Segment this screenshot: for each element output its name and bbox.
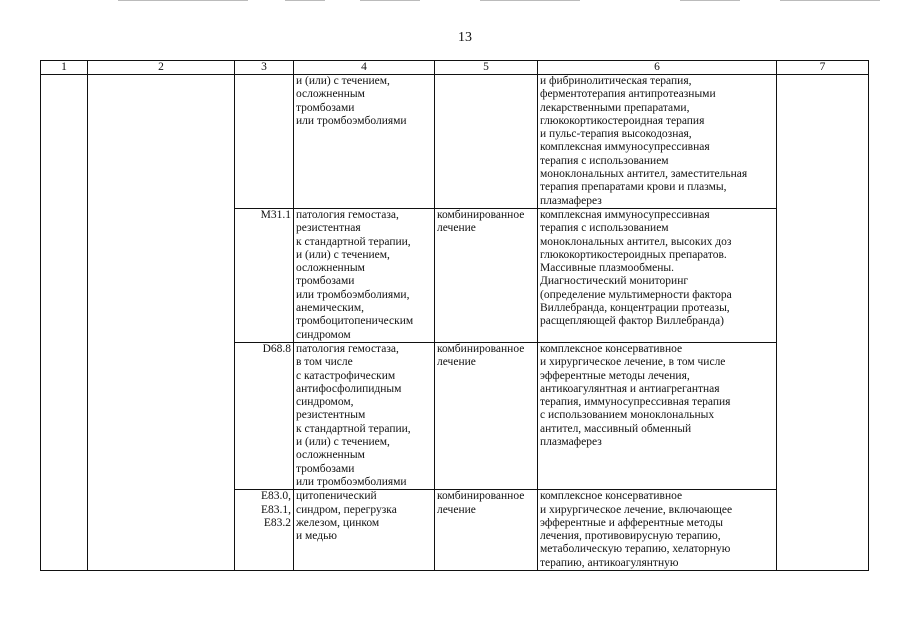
treatment-method-text: комплексное консервативное и хирургическое лечение, включающее эфферентные и афферентные методы лечения, противовирусную терапию, метаболическую терапию, хелаторную терапию, антикоагулянтную <box>540 490 733 569</box>
top-scan-mark <box>118 0 248 1</box>
condition-cell <box>294 75 435 209</box>
treatment-method-text: и фибринолитическая терапия, ферментотерапия антипротеазными лекарственными препаратами, глюкокортикостероидная терапия и пульс-терапия высокодозная, комплексная иммуносупрессивная терапия с использованием моноклональных антител, заместительная терапия препаратами крови и плазмы, плазмаферез <box>540 75 748 207</box>
care-type-cell <box>88 75 235 571</box>
treatment-method-text: комплексная иммуносупрессивная терапия с использованием моноклональных антител, высоких доз глюкокортикостероидных препаратов. Массивные плазмообмены. Диагностический мониторинг (определение мультимерности фактора Виллебранда, концентрации протеазы, расщепляющей фактор Виллебранда) <box>540 208 732 328</box>
column-header: 5 <box>435 61 538 75</box>
condition-cell <box>294 208 435 342</box>
column-header: 2 <box>88 61 235 75</box>
column-header: 3 <box>235 61 294 75</box>
treatment-method-cell <box>538 490 777 571</box>
column-header: 1 <box>41 61 88 75</box>
top-scan-mark <box>480 0 580 1</box>
treatment-type-cell <box>435 75 538 209</box>
condition-text: и (или) с течением, осложненным тромбозами или тромбоэмболиями <box>296 75 407 127</box>
icd-code-cell <box>235 490 294 571</box>
treatment-type-text: комбинированное лечение <box>437 208 525 235</box>
treatment-type-text: комбинированное лечение <box>437 342 525 369</box>
icd-code-cell <box>235 75 294 209</box>
top-scan-mark <box>285 0 325 1</box>
row-number-cell <box>41 75 88 571</box>
condition-cell <box>294 342 435 489</box>
cost-cell <box>777 75 869 571</box>
column-header: 4 <box>294 61 435 75</box>
treatment-method-cell <box>538 75 777 209</box>
table-row <box>41 75 869 209</box>
top-scan-mark <box>780 0 880 1</box>
treatment-method-cell <box>538 342 777 489</box>
treatment-type-cell <box>435 490 538 571</box>
icd-code-cell <box>235 208 294 342</box>
condition-text: патология гемостаза, в том числе с катастрофическим антифосфолипидным синдромом, резистентным к стандартной терапии, и (или) с течением, осложненным тромбозами или тромбоэмболиями <box>296 342 411 488</box>
medical-care-table <box>40 60 869 571</box>
column-header: 7 <box>777 61 869 75</box>
icd-code: M31.1 <box>260 208 291 221</box>
icd-code-cell <box>235 342 294 489</box>
treatment-method-text: комплексное консервативное и хирургическое лечение, в том числе эфферентные методы лечения, антикоагулянтная и антиагрегантная терапия, иммуносупрессивная терапия с использованием моноклональных антител, массивный обменный плазмаферез <box>540 342 731 449</box>
condition-cell <box>294 490 435 571</box>
page-number: 13 <box>458 30 472 45</box>
treatment-type-text: комбинированное лечение <box>437 490 525 516</box>
icd-code: D68.8 <box>262 342 291 355</box>
top-scan-mark <box>360 0 420 1</box>
top-scan-mark <box>680 0 740 1</box>
treatment-type-cell <box>435 208 538 342</box>
treatment-method-cell <box>538 208 777 342</box>
column-header: 6 <box>538 61 777 75</box>
column-number-row <box>41 61 869 75</box>
treatment-type-cell <box>435 342 538 489</box>
condition-text: цитопенический синдром, перегрузка железом, цинком и медью <box>296 490 397 543</box>
condition-text: патология гемостаза, резистентная к стандартной терапии, и (или) с течением, осложненным тромбозами или тромбоэмболиями, анемическим, тромбоцитопеническим синдромом <box>296 208 414 341</box>
icd-code: E83.0, E83.1, E83.2 <box>260 490 291 529</box>
